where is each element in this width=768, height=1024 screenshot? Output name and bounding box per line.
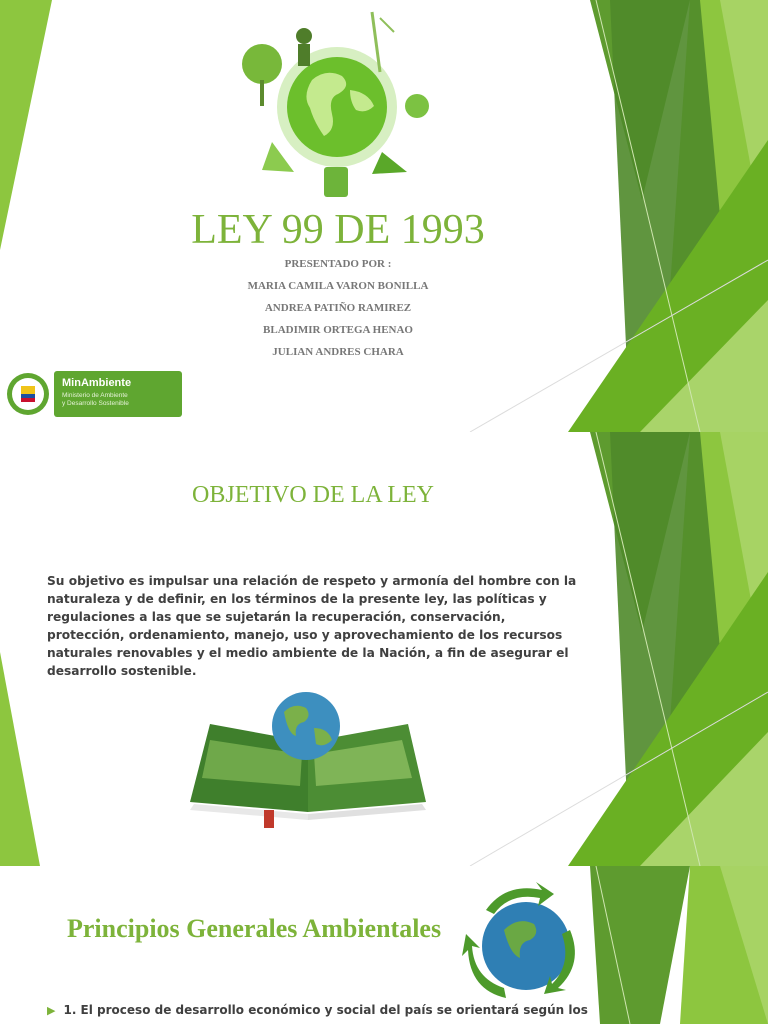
recycle-globe-illustration	[460, 880, 592, 1006]
slide-objective	[0, 432, 768, 866]
bullet-item	[47, 1003, 587, 1017]
colombia-seal-icon	[6, 372, 50, 416]
objective-paragraph: Su objetivo es impulsar una relación de respeto y armonía del hombre con la naturaleza y de definir, en los términos de la presente ley, las políticas y regulaciones a las que se sujetarán la recuperación, conservación, protección, ordenamiento, manejo, uso y aprovechamiento de los recursos naturales renovables y el medio ambiente de la Nación, a fin de asegurar el desarrollo sostenible.	[47, 574, 577, 678]
presenter-name: JULIAN ANDRES CHARA	[272, 346, 404, 358]
book-globe-illustration	[180, 682, 436, 828]
presenter-name: ANDREA PATIÑO RAMIREZ	[264, 302, 412, 314]
slide-title: Principios Generales Ambientales	[67, 914, 442, 943]
presenter-name: MARIA CAMILA VARON BONILLA	[247, 280, 429, 292]
slide-principles	[0, 866, 768, 1024]
logo-name: MinAmbiente	[62, 377, 132, 389]
green-decoration	[0, 866, 768, 1024]
arrow-bullet-icon: ▶	[47, 1004, 56, 1017]
bullet-text: 1. El proceso de desarrollo económico y social del país se orientará según los	[63, 1003, 588, 1017]
eco-globe-illustration	[232, 2, 442, 202]
slide-title: OBJETIVO DE LA LEY	[192, 482, 434, 508]
minambiente-logo	[54, 371, 182, 417]
presenter-name: BLADIMIR ORTEGA HENAO	[263, 324, 413, 336]
presentation-title: LEY 99 DE 1993	[191, 207, 485, 253]
logo-subtitle	[62, 392, 172, 408]
slide-title	[0, 0, 768, 432]
logo-subtitle-line: y Desarrollo Sostenible	[62, 400, 129, 407]
logo-subtitle-line: Ministerio de Ambiente	[62, 392, 128, 399]
presented-by-label: PRESENTADO POR :	[284, 258, 392, 270]
